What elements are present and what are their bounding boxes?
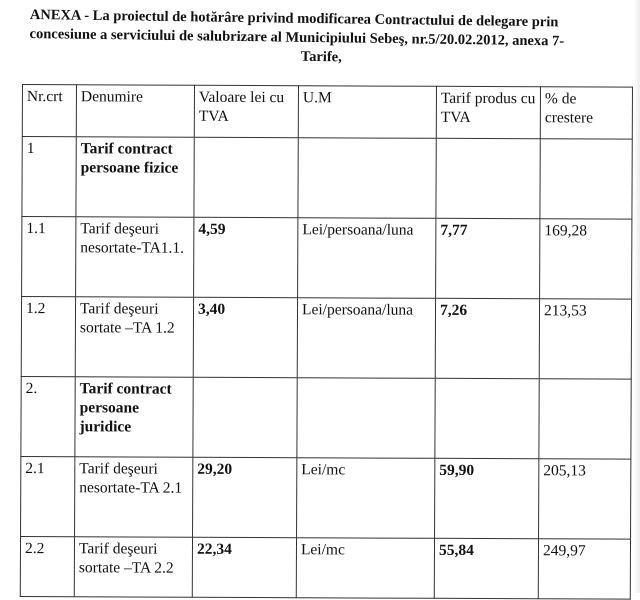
cell-um: Lei/persoana/luna [298,218,436,299]
table-row [22,217,632,300]
cell-crestere [539,379,631,459]
title-line-1: ANEXA - La proiectul de hotărâre privind modificarea Contractului de delegare prin [29,6,559,31]
col-header-um: U.M [298,86,436,139]
cell-valoare: 22,34 [192,537,296,597]
cell-valoare: 3,40 [193,297,297,377]
col-header-valoare: Valoare lei cu TVA [194,85,298,137]
cell-denumire: Tarif contract persoane juridice [75,377,193,458]
cell-crestere: 249,97 [538,539,630,599]
cell-valoare: 4,59 [194,217,298,297]
cell-denumire: Tarif contract persoane fizice [76,137,194,218]
cell-nr: 2.2 [20,536,74,596]
table-row [21,297,631,380]
cell-valoare: 29,20 [193,457,297,537]
cell-denumire: Tarif deşeuri sortate –TA 1.2 [75,297,193,378]
table-row [21,456,631,539]
col-header-crestere: % de crestere [540,87,632,139]
col-header-nr: Nr.crt [22,85,76,137]
cell-valoare [193,377,297,457]
cell-nr: 1 [22,137,76,217]
cell-tarif [435,378,539,458]
table-row [22,137,632,220]
cell-um [297,378,435,459]
cell-nr: 2. [21,376,75,456]
cell-nr: 1.1 [22,217,76,297]
cell-nr: 1.2 [21,297,75,377]
cell-denumire: Tarif deşeuri sortate –TA 2.2 [74,537,192,598]
cell-tarif: 59,90 [435,458,539,538]
cell-tarif: 55,84 [434,538,538,598]
title-line-3: Tarife, [300,48,342,66]
cell-denumire: Tarif deşeuri nesortate-TA 2.1 [75,457,193,538]
title-line-2: concesiune a serviciului de salubrizare al Municipiului Sebeş, nr.5/20.02.2012, anexa 7- [29,25,565,50]
cell-um [298,138,436,219]
cell-crestere [540,139,632,219]
table-row [20,536,630,599]
cell-crestere: 205,13 [539,459,631,539]
table-row [21,376,631,459]
cell-um: Lei/persoana/luna [297,298,435,379]
col-header-denumire: Denumire [76,85,194,138]
scan-edge-shadow [634,0,640,593]
cell-tarif: 7,26 [435,298,539,378]
cell-denumire: Tarif deşeuri nesortate-TA1.1. [76,217,194,298]
cell-crestere: 213,53 [539,299,631,379]
cell-tarif [436,138,540,218]
cell-um: Lei/mc [297,458,435,539]
col-header-tarif: Tarif produs cu TVA [436,86,540,138]
cell-valoare [194,137,298,217]
table-header-row [22,85,632,140]
cell-nr: 2.1 [21,456,75,536]
cell-tarif: 7,77 [436,218,540,298]
tariff-table [20,84,633,600]
cell-um: Lei/mc [296,538,434,599]
document-title [29,6,614,71]
cell-crestere: 169,28 [540,219,632,299]
